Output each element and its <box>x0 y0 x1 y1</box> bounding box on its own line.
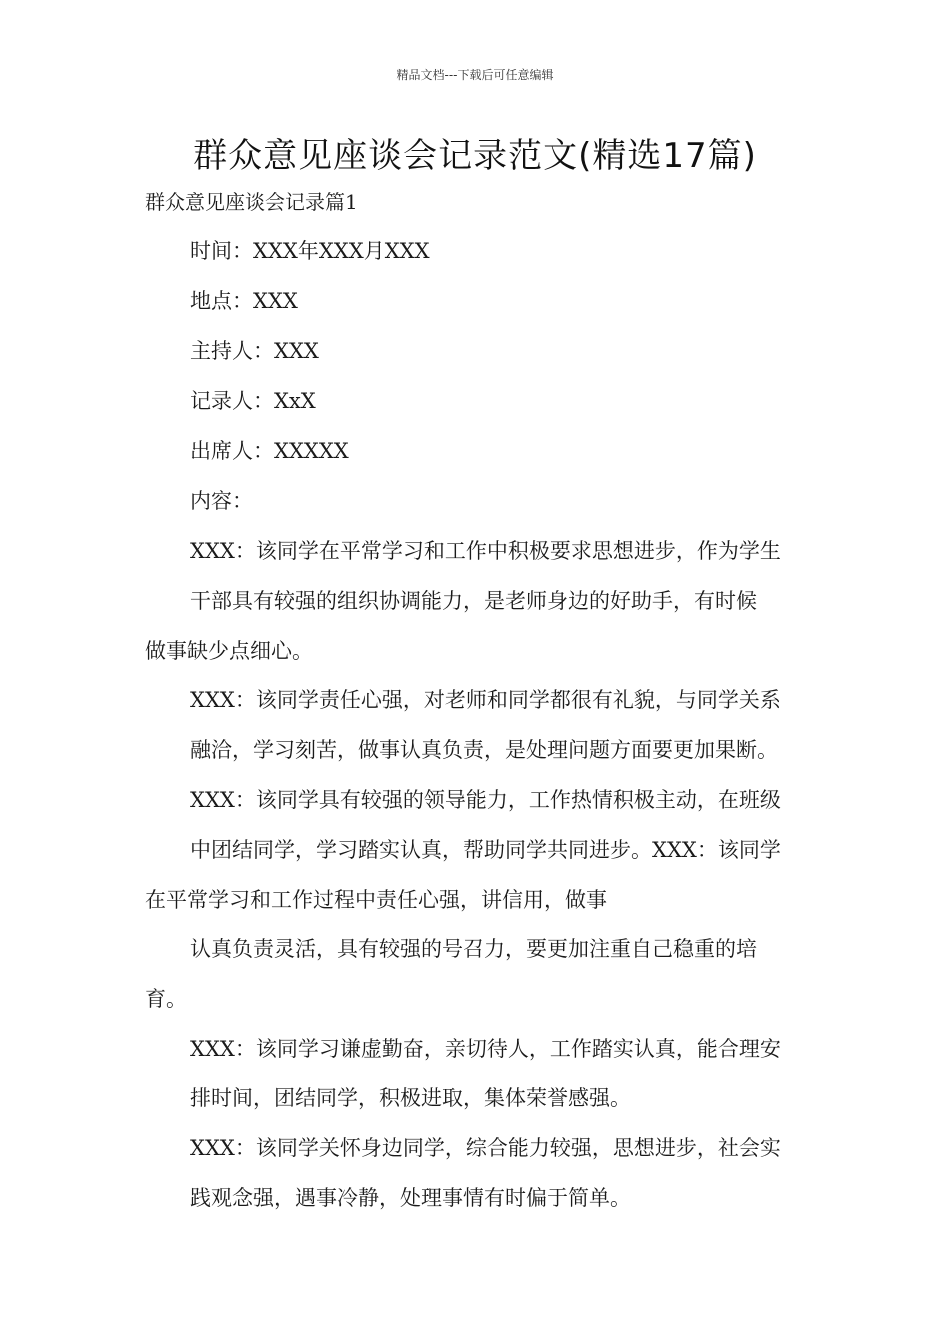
paragraph-line: XXX：该同学具有较强的领导能力，工作热情积极主动，在班级 <box>190 788 781 812</box>
paragraph-line: 融洽，学习刻苦，做事认真负责，是处理问题方面要更加果断。 <box>190 738 778 762</box>
meeting-host: 主持人：XXX <box>190 339 319 363</box>
paragraph-line: XXX：该同学关怀身边同学，综合能力较强，思想进步，社会实 <box>190 1136 781 1160</box>
paragraph-line: XXX：该同学习谦虚勤奋，亲切待人，工作踏实认真，能合理安 <box>190 1037 781 1061</box>
section-heading: 群众意见座谈会记录篇1 <box>145 190 358 214</box>
paragraph-line: 育。 <box>145 987 187 1011</box>
paragraph-line: 认真负责灵活，具有较强的号召力，要更加注重自己稳重的培 <box>190 937 757 961</box>
paragraph-line: 在平常学习和工作过程中责任心强，讲信用，做事 <box>145 888 607 912</box>
paragraph-line: 中团结同学，学习踏实认真，帮助同学共同进步。XXX：该同学 <box>190 838 781 862</box>
document-title: 群众意见座谈会记录范文(精选17篇) <box>193 136 757 176</box>
meeting-attendees: 出席人：XXXXX <box>190 439 349 463</box>
paragraph-line: XXX：该同学责任心强，对老师和同学都很有礼貌，与同学关系 <box>190 688 781 712</box>
meeting-location: 地点：XXX <box>190 289 298 313</box>
paragraph-line: 做事缺少点细心。 <box>145 639 313 663</box>
header-note: 精品文档---下载后可任意编辑 <box>396 68 554 82</box>
meeting-recorder: 记录人：XxX <box>190 389 316 413</box>
meeting-time: 时间：XXX年XXX月XXX <box>190 239 430 263</box>
paragraph-line: 践观念强，遇事冷静，处理事情有时偏于简单。 <box>190 1186 631 1210</box>
paragraph-line: 干部具有较强的组织协调能力，是老师身边的好助手，有时候 <box>190 589 757 613</box>
paragraph-line: XXX：该同学在平常学习和工作中积极要求思想进步，作为学生 <box>190 539 781 563</box>
paragraph-line: 排时间，团结同学，积极进取，集体荣誉感强。 <box>190 1086 631 1110</box>
content-label: 内容： <box>190 489 253 513</box>
